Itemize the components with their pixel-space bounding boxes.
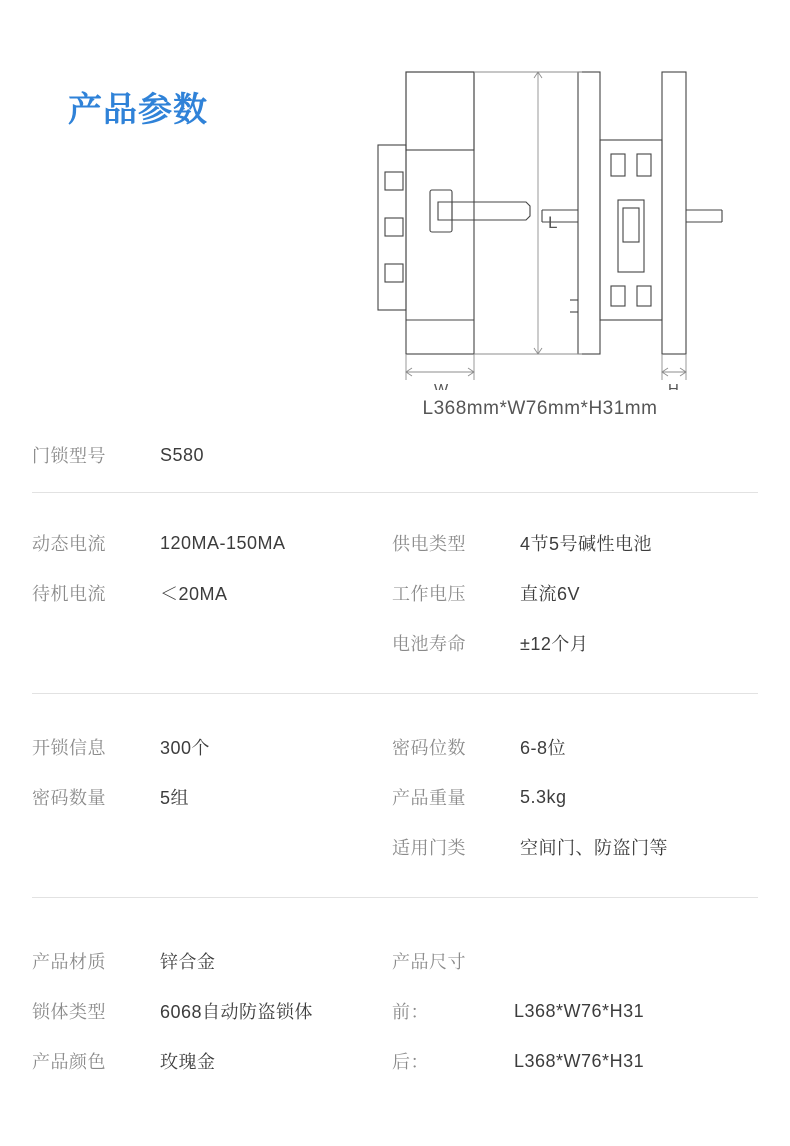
page-title: 产品参数: [68, 91, 208, 129]
spec-value: 4节5号碱性电池: [520, 534, 653, 554]
spec-section-codes: [32, 722, 758, 872]
spec-value: 6-8位: [520, 738, 567, 758]
table-row: [32, 430, 758, 480]
lock-drawing-svg: [330, 50, 750, 390]
spec-cell: [392, 1036, 752, 1086]
table-row: [32, 722, 758, 772]
spec-label: 供电类型: [392, 534, 466, 554]
spec-value: 5.3kg: [520, 786, 567, 807]
spec-cell: [392, 430, 752, 480]
spec-cell: [32, 518, 392, 568]
spec-cell: [392, 568, 752, 618]
spec-label: 产品尺寸: [392, 952, 466, 972]
table-row: [32, 822, 758, 872]
spec-cell: [392, 618, 752, 668]
spec-label: 密码位数: [392, 738, 466, 758]
spec-cell: [32, 936, 392, 986]
dimension-label-L: L: [548, 213, 558, 232]
dimension-caption: L368mm*W76mm*H31mm: [422, 398, 658, 419]
spec-value: 300个: [160, 738, 211, 758]
spec-cell: [32, 1036, 392, 1086]
spec-cell: [32, 986, 392, 1036]
spec-label: 门锁型号: [32, 446, 106, 466]
table-row: [32, 986, 758, 1036]
spec-cell: [32, 822, 392, 872]
spec-label: 锁体类型: [32, 1002, 106, 1022]
spec-label: 产品材质: [32, 952, 106, 972]
spec-value: 120MA-150MA: [160, 532, 286, 553]
spec-value: L368*W76*H31: [514, 1000, 645, 1021]
table-row: [32, 518, 758, 568]
spec-cell: [32, 772, 392, 822]
spec-value: 直流6V: [520, 584, 581, 604]
spec-cell: [392, 518, 752, 568]
spec-value: L368*W76*H31: [514, 1050, 645, 1071]
table-row: [32, 618, 758, 668]
spec-section-power: [32, 518, 758, 668]
spec-label: 电池寿命: [392, 634, 466, 654]
spec-label: 产品重量: [392, 788, 466, 808]
section-divider: [32, 897, 758, 898]
spec-label: 适用门类: [392, 838, 466, 858]
spec-label: 工作电压: [392, 584, 466, 604]
spec-cell: [32, 618, 392, 668]
dimension-label-H: H: [668, 381, 679, 390]
spec-value: 6068自动防盗锁体: [160, 1002, 314, 1022]
spec-cell: [392, 986, 752, 1036]
spec-label: 产品颜色: [32, 1052, 106, 1072]
spec-cell: [32, 430, 392, 480]
spec-label: 开锁信息: [32, 738, 106, 758]
spec-cell: [392, 722, 752, 772]
section-divider: [32, 492, 758, 493]
spec-cell: [392, 822, 752, 872]
spec-cell: [32, 722, 392, 772]
spec-label: 后：: [392, 1052, 429, 1072]
spec-label: 待机电流: [32, 584, 106, 604]
spec-value: ＜20MA: [160, 584, 228, 604]
spec-cell: [392, 772, 752, 822]
spec-value: 锌合金: [160, 952, 216, 972]
table-row: [32, 772, 758, 822]
spec-label: 密码数量: [32, 788, 106, 808]
spec-value: S580: [160, 444, 205, 465]
spec-section-material: [32, 936, 758, 1086]
spec-label: 动态电流: [32, 534, 106, 554]
spec-value: 5组: [160, 788, 190, 808]
section-divider: [32, 693, 758, 694]
dimension-label-W: W: [434, 381, 449, 390]
spec-section-model: [32, 430, 758, 480]
table-row: [32, 1036, 758, 1086]
spec-value: ±12个月: [520, 634, 589, 654]
spec-value: 玫瑰金: [160, 1052, 216, 1072]
table-row: [32, 568, 758, 618]
spec-label: 前：: [392, 1002, 429, 1022]
spec-value: 空间门、防盗门等: [520, 838, 668, 858]
table-row: [32, 936, 758, 986]
spec-cell: [392, 936, 752, 986]
spec-cell: [32, 568, 392, 618]
product-dimension-diagram: [330, 50, 750, 390]
